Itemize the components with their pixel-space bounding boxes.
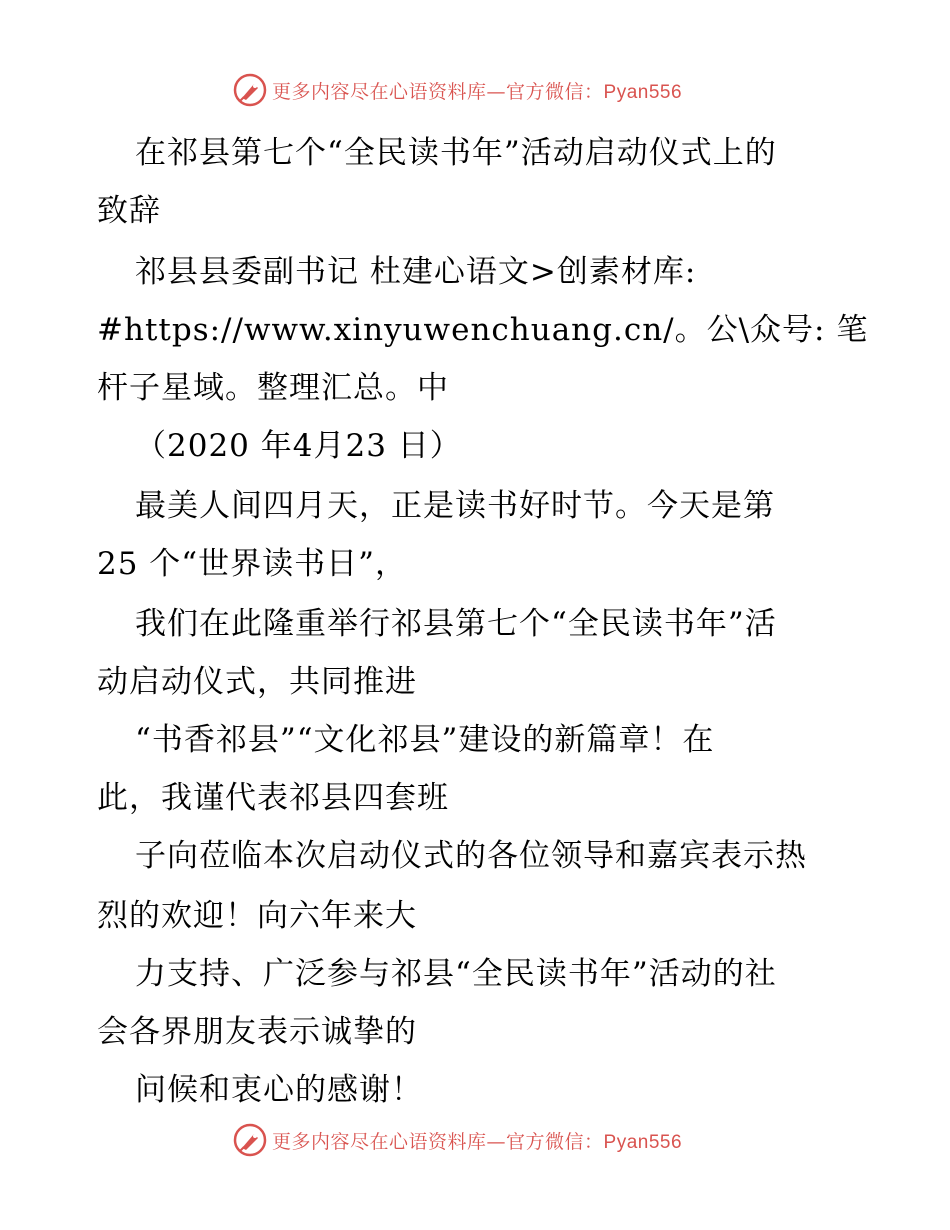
- date-line: （2020 年4月23 日）: [135, 428, 462, 464]
- source-line: 杆子星域。整理汇总。中: [97, 370, 449, 406]
- watermark-text: [272, 77, 682, 104]
- title-line-2: 致辞: [97, 193, 161, 229]
- paragraph-line: 会各界朋友表示诚挚的: [97, 1014, 417, 1050]
- title-line-1: 在祁县第七个“全民读书年”活动启动仪式上的: [135, 135, 777, 171]
- watermark-wechat-id: Pyan556: [603, 82, 683, 103]
- url-line: #https://www.xinyuwenchuang.cn/。公\众号: 笔: [97, 312, 869, 348]
- header-watermark-banner: [0, 70, 950, 110]
- paragraph-line: 25 个“世界读书日”，: [97, 546, 407, 582]
- watermark-text: [272, 1127, 682, 1154]
- paragraph-line: 动启动仪式，共同推进: [97, 664, 417, 700]
- watermark-site-name: 更多内容尽在心语资料库: [272, 81, 487, 103]
- watermark-separator: —: [486, 81, 507, 103]
- paragraph-line: 力支持、广泛参与祁县“全民读书年”活动的社: [135, 956, 777, 992]
- paragraph-line: 最美人间四月天，正是读书好时节。今天是第: [135, 488, 775, 524]
- watermark-site-name: 更多内容尽在心语资料库: [272, 1131, 487, 1153]
- watermark-wechat-label: 官方微信：: [506, 81, 604, 103]
- paragraph-line: 问候和衷心的感谢！: [135, 1072, 423, 1108]
- paragraph-line: 子向莅临本次启动仪式的各位领导和嘉宾表示热: [135, 838, 807, 874]
- watermark-separator: —: [486, 1131, 507, 1153]
- pen-nib-logo-icon: [232, 1122, 268, 1158]
- pen-nib-logo-icon: [232, 72, 268, 108]
- watermark-wechat-id: Pyan556: [603, 1132, 683, 1153]
- paragraph-line: 烈的欢迎！向六年来大: [97, 898, 417, 934]
- paragraph-line: 我们在此隆重举行祁县第七个“全民读书年”活: [135, 606, 777, 642]
- footer-watermark-banner: [0, 1120, 950, 1160]
- watermark-wechat-label: 官方微信：: [506, 1131, 604, 1153]
- paragraph-line: 此，我谨代表祁县四套班: [97, 780, 449, 816]
- paragraph-line: “书香祁县”“文化祁县”建设的新篇章！在: [135, 722, 715, 758]
- author-line: 祁县县委副书记 杜建心语文>创素材库:: [135, 254, 697, 290]
